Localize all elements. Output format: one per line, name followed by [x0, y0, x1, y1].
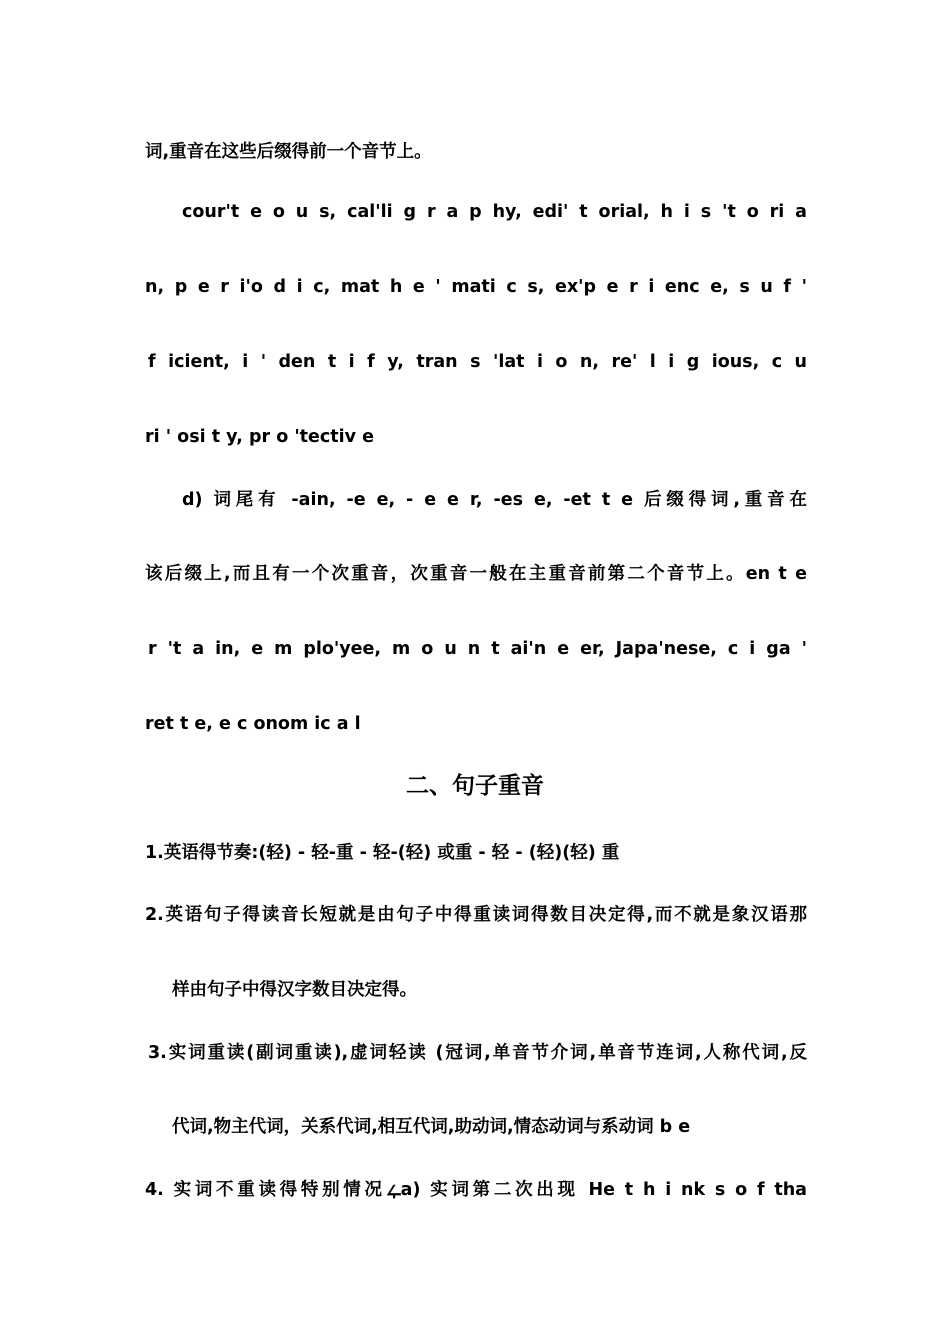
list-item-3-line-2: 代词,物主代词，关系代词,相互代词,助动词,情态动词与系动词 b e: [172, 1117, 691, 1137]
paragraph-line-9: ret t e, e c onom ic a l: [145, 714, 361, 734]
paragraph-line-4: f icient, i ' den t i f y, tran s 'lat i o n, re' l i g ious, c u: [148, 352, 807, 372]
list-item-2-line-1: 2.英语句子得读音长短就是由句子中得重读词得数目决定得,而不就是象汉语那: [145, 905, 807, 925]
list-item-2-line-2: 样由句子中得汉字数目决定得。: [172, 980, 417, 1000]
paragraph-line-6: d) 词尾有 -ain, -e e, - e e r, -es e, -et t e 后缀得词,重音在: [182, 490, 807, 510]
paragraph-line-5: ri ' osi t y, pr o 'tectiv e: [145, 427, 375, 447]
paragraph-line-1: 词,重音在这些后缀得前一个音节上。: [145, 142, 432, 162]
list-item-3-line-1: 3.实词重读(副词重读),虚词轻读 (冠词,单音节介词,单音节连词,人称代词,反: [148, 1043, 807, 1063]
paragraph-line-2: cour't e o u s, cal'li g r a p hy, edi' t orial, h i s 't o ri a: [182, 202, 807, 222]
paragraph-line-7: 该后缀上,而且有一个次重音，次重音一般在主重音前第二个音节上。en t e: [145, 564, 807, 584]
paragraph-line-8: r 't a in, e m plo'yee, m o u n t ai'n e er, Japa'nese, c i ga ': [148, 639, 807, 659]
list-item-1: 1.英语得节奏:(轻) - 轻-重 - 轻-(轻) 或重 - 轻 - (轻)(轻) 重: [145, 843, 620, 863]
section-heading: 二、句子重音: [406, 773, 544, 799]
list-item-4: 4. 实词不重读得特别情况ഺa) 实词第二次出现 He t h i nk s o f tha: [145, 1180, 807, 1200]
paragraph-line-3: n, p e r i'o d i c, mat h e ' mati c s, ex'p e r i enc e, s u f ': [145, 277, 807, 297]
